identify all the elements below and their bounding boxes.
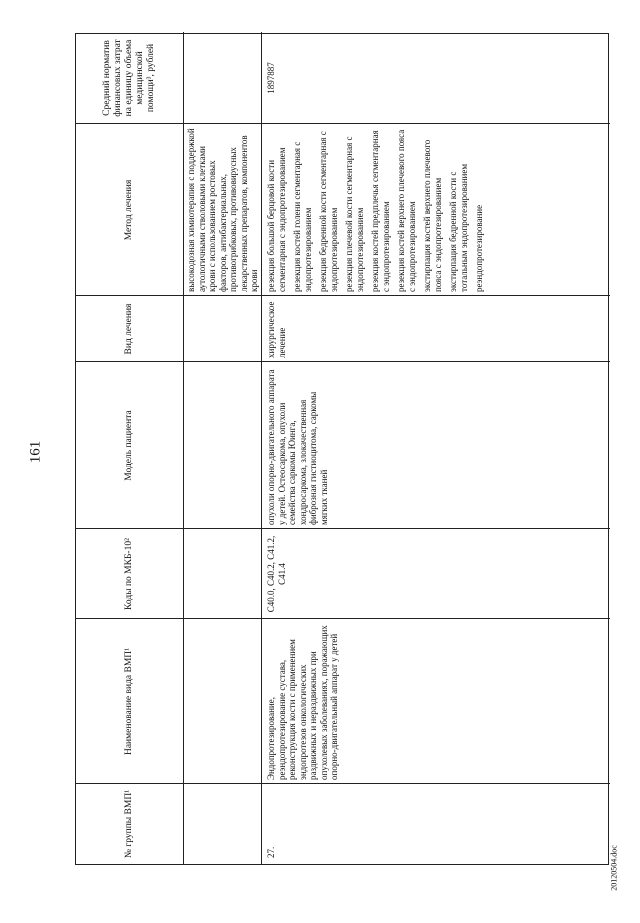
row-27-methods-list [266, 128, 490, 292]
header-divider [183, 32, 184, 864]
row-divider [261, 32, 262, 864]
footer-document-code: 20120504.doc [609, 845, 619, 891]
method-item: резекция костей верхнего плечевого пояса с эндопротезированием [396, 129, 417, 292]
col-divider [76, 123, 610, 124]
row-27-avg-cost: 1897887 [266, 62, 276, 94]
method-item: резекция костей предплечья сегментарная с эндопротезированием [370, 130, 391, 292]
row-27-group-no: 27. [266, 846, 276, 858]
continuation-method-cell: высокодозная химиотерапия с поддержкой аутологичными стволовыми клетками крови с использованием ростовых факторов, антибактериальных, противогрибковых, противовирусных лекарственных препаратов, компонентов крови [186, 128, 259, 292]
header-icd-codes: Коды по МКБ-10² [124, 538, 134, 610]
method-item: резекция бедренной кости сегментарная с эндопротезированием [318, 131, 339, 292]
method-item: резекция большой берцовой кости сегментарная с эндопротезированием [266, 147, 287, 292]
col-divider [76, 528, 610, 529]
header-treatment-type: Вид лечения [124, 303, 134, 355]
method-item: экстирпация костей верхнего плечевого пояса с эндопротезированием [422, 139, 443, 292]
header-avg-cost: Средний норматив финансовых затрат на единицу объема медицинской помощи³, рублей [102, 39, 156, 117]
col-divider [76, 361, 610, 362]
col-divider [76, 295, 610, 296]
row-27-patient-model: опухоли опорно-двигательного аппарата у детей. Остеосаркома, опухоли семейства саркомы Юинга, хондросаркома, злокачественная фиброзная гистиоцитома, саркомы мягких тканей [266, 369, 329, 525]
header-group-no: № группы ВМП¹ [124, 789, 134, 859]
method-item: резекция плечевой кости сегментарная с эндопротезированием [344, 136, 365, 292]
col-divider [76, 783, 610, 784]
method-item: экстирпация бедренной кости с тотальным эндопротезированием [448, 163, 469, 292]
vmp-table [75, 33, 609, 865]
page-number: 161 [27, 440, 44, 464]
method-item: резекция костей голени сегментарная с эндопротезированием [292, 141, 313, 292]
header-patient-model: Модель пациента [124, 410, 134, 481]
rotated-landscape-table-area [75, 33, 609, 865]
header-vmp-name: Наименование вида ВМП¹ [124, 647, 134, 756]
row-27-icd-codes: C40.0, C40.2, C41.2, C41.4 [266, 535, 287, 613]
row-27-treatment-type: хирургическое лечение [266, 301, 287, 358]
col-divider [76, 618, 610, 619]
row-27-vmp-name: Эндопротезирование, реэндопротезирование сустава, реконструкция кости с применением эндопротезов онкологических раздвижных и нераздвижных при опухолевых заболеваниях, поражающих опорно-двигательный аппарат у детей [266, 625, 339, 780]
method-item: реэндопротезирование [474, 204, 484, 292]
header-treatment-method: Метод лечения [124, 179, 134, 241]
